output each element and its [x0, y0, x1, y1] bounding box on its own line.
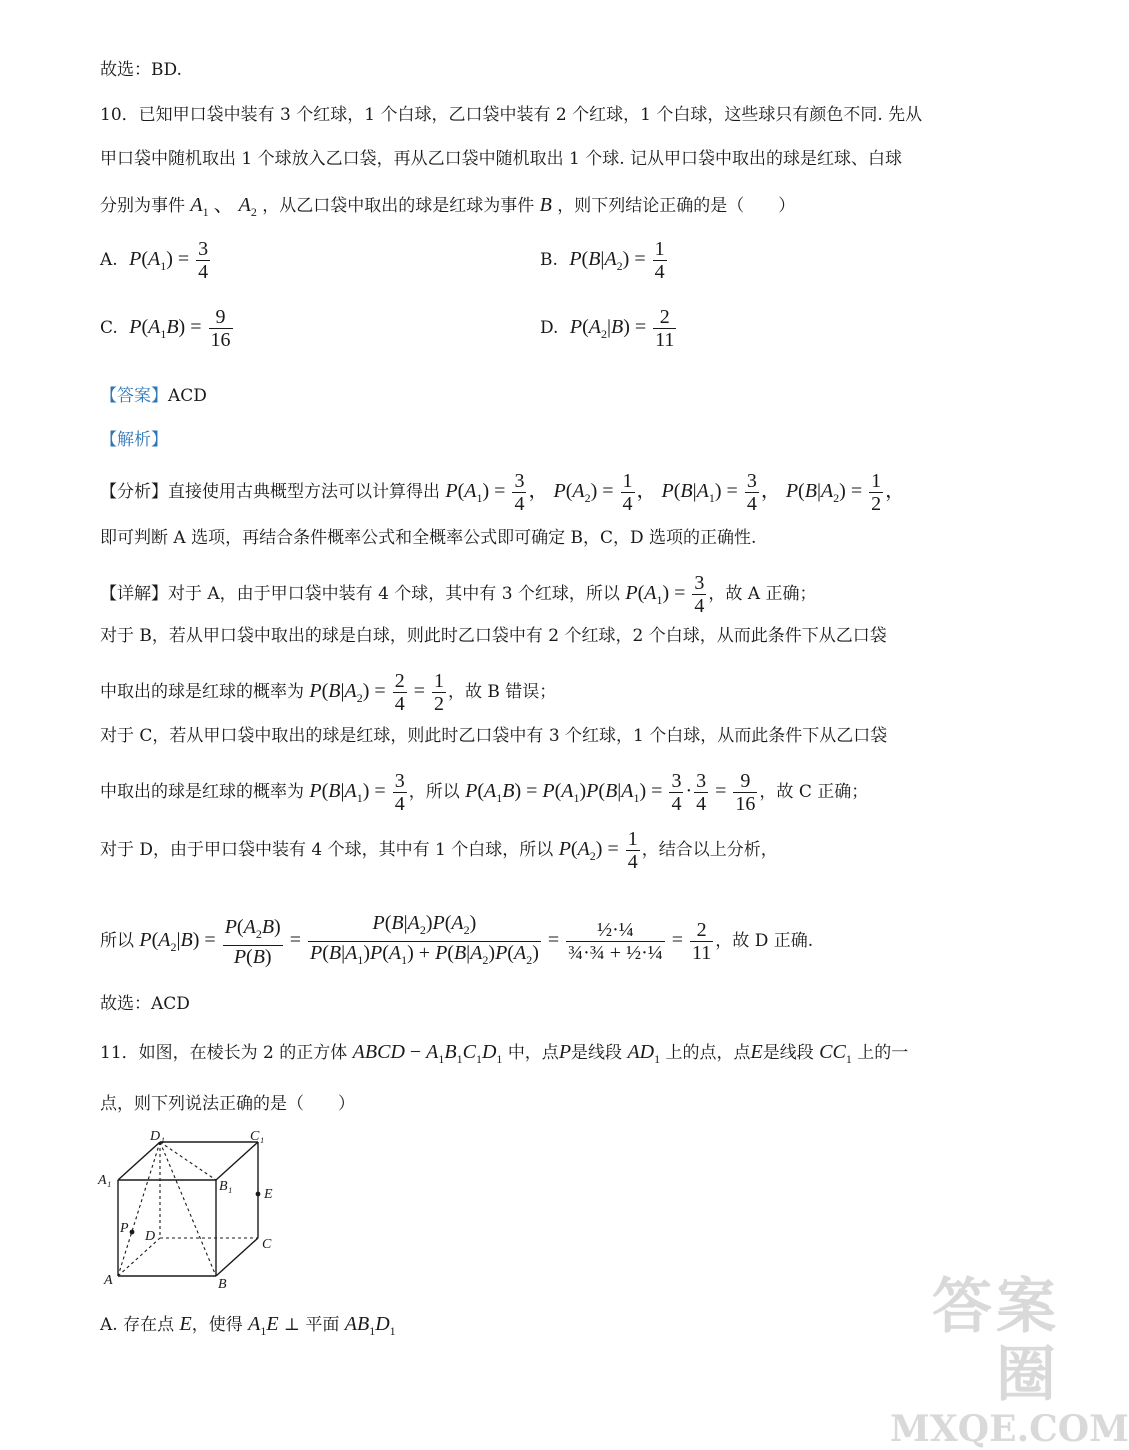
q11-stem-line1 [100, 1040, 908, 1071]
q11-text: 是线段 [762, 1043, 814, 1063]
detail-b-line2 [100, 670, 556, 715]
final-answer: 故选：ACD [100, 994, 190, 1014]
detail-text: 所以 [100, 931, 134, 952]
edge-b1c1 [216, 1142, 258, 1180]
q11-text: A. 存在点 [100, 1315, 175, 1335]
q11-math-ad1: $AD_1$ [627, 1041, 661, 1066]
detail-text: ，故 B 错误； [447, 682, 557, 703]
label-c: C [262, 1237, 272, 1252]
detail-text: 中取出的球是红球的概率为 [100, 782, 304, 803]
option-a-expr: $P(A_1)$ = $\frac{3}{4}$ [129, 238, 209, 283]
detail-b-line1: 对于 B，若从甲口袋中取出的球是白球，则此时乙口袋中有 2 个红球，2 个白球，从而此条件下从乙口袋 [100, 626, 887, 646]
detail-tag: 【详解】 [100, 584, 168, 605]
watermark-logo [890, 1272, 1129, 1450]
fenxi-line2: 即可判断 A 选项，再结合条件概率公式和全概率公式即可确定 B，C，D 选项的正确性. [100, 528, 757, 548]
q11-math-p: P [558, 1041, 572, 1063]
label-b1: B₁ [219, 1179, 233, 1194]
analysis-tag [100, 428, 168, 452]
answer-value: ACD [168, 386, 207, 406]
q10-option-b[interactable] [540, 238, 669, 283]
label-d: D [145, 1229, 156, 1244]
detail-c-math2: $P(A_1B) = P(A_1)P(B|A_1)$ = $\frac{3}{4}$ · $\frac{3}{4}$ = $\frac{9}{16}$ [465, 770, 756, 815]
q11-text: 中，点 [507, 1043, 559, 1063]
q11-text: ，使得 [191, 1315, 243, 1335]
segment-d1b [160, 1142, 216, 1276]
fenxi-text: 直接使用古典概型方法可以计算得出 [168, 482, 440, 503]
detail-b-math: $P(B|A_2)$ = $\frac{2}{4}$ = $\frac{1}{2}$ [309, 670, 444, 715]
math-inline: $A_1$ 、 $A_2$ [190, 194, 257, 219]
option-label: D. [540, 318, 559, 339]
q10-text: 分别为事件 [100, 196, 185, 216]
detail-d-math1: $P(A_2)$ = $\frac{1}{4}$ [558, 828, 638, 873]
detail-a-math: $P(A_1)$ = $\frac{3}{4}$ [625, 572, 705, 617]
q10-option-c[interactable] [100, 306, 235, 351]
q11-text: 是线段 [571, 1043, 623, 1063]
detail-text: ，故 A 正确； [708, 584, 817, 605]
detail-c-line1: 对于 C，若从甲口袋中取出的球是红球，则此时乙口袋中有 3 个红球，1 个白球，从而此条件下从乙口袋 [100, 726, 888, 746]
cube-figure [96, 1128, 296, 1293]
option-label: A. [100, 250, 118, 271]
watermark-big: 答案圈 [932, 1272, 1060, 1410]
segment-ad1 [118, 1142, 160, 1276]
detail-text: ，故 C 正确； [759, 782, 869, 803]
option-label: C. [100, 318, 118, 339]
q11-text: 11．如图，在棱长为 2 的正方体 [100, 1043, 348, 1063]
detail-a-line [100, 572, 817, 617]
analysis-tag-text: 【解析】 [100, 430, 168, 450]
detail-text: ，结合以上分析， [641, 840, 778, 861]
label-a1: A₁ [98, 1173, 112, 1188]
q11-math-e: E [179, 1313, 192, 1335]
q10-stem-line1: 10．已知甲口袋中装有 3 个红球，1 个白球，乙口袋中装有 2 个红球，1 个白球，这些球只有颜色不同. 先从 [100, 105, 923, 125]
point-e [256, 1192, 261, 1197]
math-inline: B [539, 194, 552, 216]
detail-text: 中取出的球是红球的概率为 [100, 682, 304, 703]
q11-stem-line2: 点，则下列说法正确的是（ ） [100, 1094, 355, 1114]
label-b: B [218, 1277, 227, 1292]
detail-text: 对于 D，由于甲口袋中装有 4 个球，其中有 1 个白球，所以 [100, 840, 554, 861]
watermark-small: MXQE.COM [890, 1408, 1129, 1450]
detail-d-line2 [100, 912, 813, 971]
fenxi-math: $P(A_1)$ = $\frac{3}{4}$ ， $P(A_2)$ = $\frac{1}{4}$ ， $P(B|A_1)$ = $\frac{3}{4}$ ， $P(B|A_2)$ = $\frac{1}{2}$ ， [445, 470, 906, 515]
option-d-expr: $P(A_2|B)$ = $\frac{2}{11}$ [569, 306, 675, 351]
point-p [130, 1230, 135, 1235]
q11-option-a[interactable] [100, 1312, 396, 1343]
prev-answer: 故选：BD. [100, 60, 182, 80]
fenxi-line1 [100, 470, 905, 515]
fenxi-tag: 【分析】 [100, 482, 168, 503]
detail-d-line1 [100, 828, 778, 873]
q10-text: ，从乙口袋中取出的球是红球为事件 [262, 196, 535, 216]
q10-option-a[interactable] [100, 238, 212, 283]
label-a: A [104, 1273, 113, 1288]
q11-math-a1e: $A_1E$ [248, 1313, 279, 1338]
q11-math-e: E [750, 1041, 763, 1063]
detail-text: ，故 D 正确. [715, 931, 814, 952]
q10-text: ，则下列结论正确的是（ ） [557, 196, 796, 216]
option-label: B. [540, 250, 558, 271]
q11-math-cube: ABCD − $A_1B_1C_1D_1$ [352, 1041, 503, 1066]
detail-d-formula: $P(A_2|B)$ = $\frac{P(A_2B)}{P(B)}$ = $\frac{P(B|A_2)P(A_2)}{P(B|A_1)P(A_1) + P(B|A_2)P(A_2)}$ = $\frac{\text{½·¼}}{\text{¾·¾ + ½·¼}}$ = $\frac{2}{11}$ [139, 912, 712, 968]
q11-math-plane: $AB_1D_1$ [344, 1313, 396, 1338]
q11-text: ⊥ 平面 [283, 1315, 340, 1335]
label-c1: C₁ [250, 1129, 265, 1144]
label-p: P [120, 1221, 129, 1236]
answer-line [100, 384, 207, 408]
option-c-expr: $P(A_1B)$ = $\frac{9}{16}$ [129, 306, 231, 351]
edge-bc [216, 1238, 258, 1276]
q11-math-cc1: $CC_1$ [819, 1041, 852, 1066]
detail-text: ，所以 [408, 782, 460, 803]
option-b-expr: $P(B|A_2)$ = $\frac{1}{4}$ [569, 238, 665, 283]
q10-stem-line2: 甲口袋中随机取出 1 个球放入乙口袋，再从乙口袋中随机取出 1 个球. 记从甲口袋中取出的球是红球、白球 [100, 149, 903, 169]
label-e: E [264, 1187, 273, 1202]
q11-text: 上的点，点 [665, 1043, 751, 1063]
label-d1: D₁ [150, 1129, 165, 1144]
detail-c-line2 [100, 770, 868, 815]
q10-option-d[interactable] [540, 306, 678, 351]
answer-tag: 【答案】 [100, 386, 168, 406]
q11-text: 上的一 [857, 1043, 909, 1063]
detail-text: 对于 A，由于甲口袋中装有 4 个球，其中有 3 个红球，所以 [168, 584, 620, 605]
q10-stem-line3 [100, 193, 795, 224]
detail-c-math1: $P(B|A_1)$ = $\frac{3}{4}$ [309, 770, 405, 815]
